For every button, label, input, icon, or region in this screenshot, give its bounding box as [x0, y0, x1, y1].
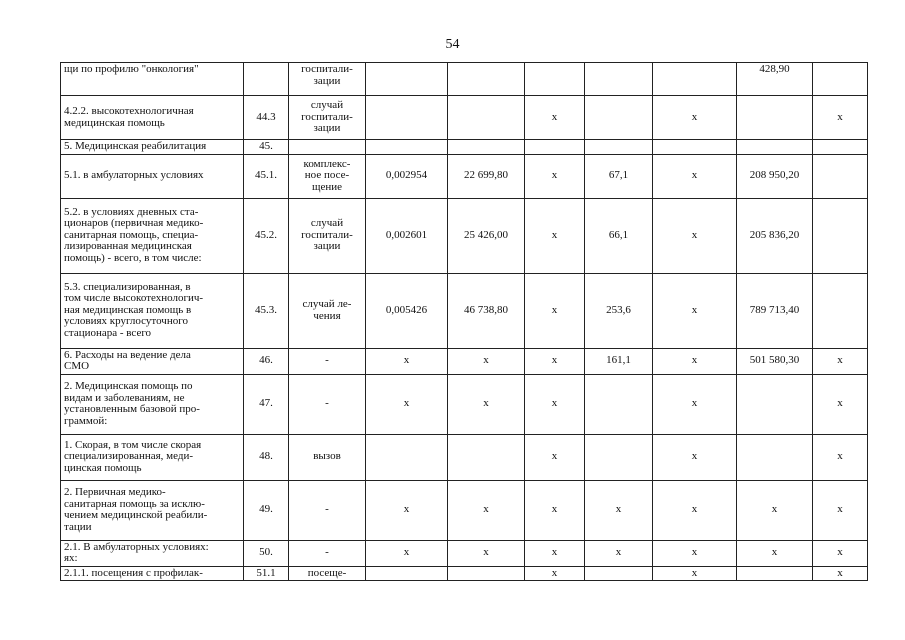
tariff-table: [60, 62, 868, 581]
cell-c7: [813, 140, 868, 155]
cell-c1: x: [366, 540, 448, 566]
cell-c6: 205 836,20: [737, 198, 813, 273]
cell-code: 48.: [244, 434, 289, 480]
cell-c6: [737, 96, 813, 140]
cell-unit: [289, 140, 366, 155]
cell-c3: x: [525, 154, 585, 198]
cell-c2: 22 699,80: [448, 154, 525, 198]
cell-c5: [653, 140, 737, 155]
cell-name: 6. Расходы на ведение дела СМО: [61, 348, 244, 374]
cell-c1: x: [366, 374, 448, 434]
cell-unit: -: [289, 540, 366, 566]
cell-name: 5. Медицинская реабилитация: [61, 140, 244, 155]
table-row: [61, 480, 868, 540]
cell-c2: x: [448, 374, 525, 434]
cell-code: 46.: [244, 348, 289, 374]
cell-name: 2. Медицинская помощь по видам и заболеваниям, не установленным базовой про- граммой:: [61, 374, 244, 434]
cell-code: 49.: [244, 480, 289, 540]
cell-c7: x: [813, 434, 868, 480]
cell-c2: [448, 96, 525, 140]
cell-c4: [585, 566, 653, 581]
cell-c1: 0,002954: [366, 154, 448, 198]
cell-code: 45.1.: [244, 154, 289, 198]
cell-c6: 789 713,40: [737, 273, 813, 348]
cell-c5: x: [653, 198, 737, 273]
cell-c6: 428,90: [737, 63, 813, 96]
table-row: [61, 140, 868, 155]
cell-c1: [366, 63, 448, 96]
cell-name: 5.1. в амбулаторных условиях: [61, 154, 244, 198]
cell-unit: вызов: [289, 434, 366, 480]
cell-c1: x: [366, 348, 448, 374]
cell-c3: x: [525, 480, 585, 540]
cell-c1: [366, 96, 448, 140]
cell-c3: x: [525, 374, 585, 434]
cell-name: 2.1. В амбулаторных условиях: ях:: [61, 540, 244, 566]
cell-c3: x: [525, 348, 585, 374]
table-row: [61, 540, 868, 566]
cell-c7: x: [813, 480, 868, 540]
cell-unit: -: [289, 348, 366, 374]
cell-c7: x: [813, 96, 868, 140]
cell-c1: [366, 140, 448, 155]
cell-code: 44.3: [244, 96, 289, 140]
table-row: [61, 96, 868, 140]
cell-c2: 46 738,80: [448, 273, 525, 348]
cell-name: 1. Скорая, в том числе скорая специализированная, меди- цинская помощь: [61, 434, 244, 480]
cell-name: 5.2. в условиях дневных ста- ционаров (первичная медико- санитарная помощь, специа- лизированная медицинская помощь) - всего, в том числе:: [61, 198, 244, 273]
cell-name: щи по профилю "онкология": [61, 63, 244, 96]
cell-c7: [813, 63, 868, 96]
cell-unit: посеще-: [289, 566, 366, 581]
cell-c5: x: [653, 480, 737, 540]
cell-c4: [585, 63, 653, 96]
cell-unit: случай госпитали- зации: [289, 96, 366, 140]
cell-c7: x: [813, 540, 868, 566]
cell-c7: [813, 273, 868, 348]
cell-c7: x: [813, 348, 868, 374]
cell-code: 47.: [244, 374, 289, 434]
cell-code: 45.: [244, 140, 289, 155]
cell-c3: x: [525, 566, 585, 581]
cell-c7: x: [813, 566, 868, 581]
cell-c4: x: [585, 480, 653, 540]
cell-c2: x: [448, 348, 525, 374]
cell-c5: x: [653, 374, 737, 434]
table-row: [61, 198, 868, 273]
cell-unit: случай госпитали- зации: [289, 198, 366, 273]
cell-c6: x: [737, 480, 813, 540]
cell-c2: x: [448, 480, 525, 540]
cell-c3: [525, 63, 585, 96]
cell-c5: x: [653, 96, 737, 140]
cell-code: 45.3.: [244, 273, 289, 348]
cell-c6: [737, 140, 813, 155]
cell-c6: [737, 374, 813, 434]
cell-name: 2. Первичная медико- санитарная помощь за исклю- чением медицинской реабили- тации: [61, 480, 244, 540]
cell-c4: x: [585, 540, 653, 566]
table-row: [61, 374, 868, 434]
cell-c3: [525, 140, 585, 155]
cell-c3: x: [525, 96, 585, 140]
cell-c2: [448, 434, 525, 480]
cell-c5: x: [653, 273, 737, 348]
cell-c4: 253,6: [585, 273, 653, 348]
cell-c2: [448, 566, 525, 581]
cell-c2: 25 426,00: [448, 198, 525, 273]
cell-unit: случай ле- чения: [289, 273, 366, 348]
cell-c3: x: [525, 540, 585, 566]
cell-c6: [737, 566, 813, 581]
cell-c5: x: [653, 154, 737, 198]
cell-c2: x: [448, 540, 525, 566]
cell-c4: 161,1: [585, 348, 653, 374]
table-row: [61, 63, 868, 96]
cell-name: 2.1.1. посещения с профилак-: [61, 566, 244, 581]
cell-c3: x: [525, 273, 585, 348]
cell-c4: [585, 96, 653, 140]
cell-c1: 0,005426: [366, 273, 448, 348]
cell-name: 4.2.2. высокотехнологичная медицинская помощь: [61, 96, 244, 140]
cell-unit: комплекс- ное посе- щение: [289, 154, 366, 198]
cell-c1: [366, 434, 448, 480]
cell-c7: [813, 154, 868, 198]
cell-c6: 501 580,30: [737, 348, 813, 374]
cell-unit: -: [289, 374, 366, 434]
cell-c7: [813, 198, 868, 273]
table-row: [61, 154, 868, 198]
cell-c6: 208 950,20: [737, 154, 813, 198]
cell-c3: x: [525, 198, 585, 273]
cell-unit: -: [289, 480, 366, 540]
table-row: [61, 566, 868, 581]
cell-c5: x: [653, 434, 737, 480]
cell-c5: [653, 63, 737, 96]
cell-c2: [448, 140, 525, 155]
cell-name: 5.3. специализированная, в том числе высокотехнологич- ная медицинская помощь в условиях круглосуточного стационара - всего: [61, 273, 244, 348]
cell-code: 50.: [244, 540, 289, 566]
table-row: [61, 273, 868, 348]
cell-c2: [448, 63, 525, 96]
cell-code: 45.2.: [244, 198, 289, 273]
cell-c6: x: [737, 540, 813, 566]
cell-c4: 66,1: [585, 198, 653, 273]
cell-c6: [737, 434, 813, 480]
cell-c1: 0,002601: [366, 198, 448, 273]
page-number: 54: [445, 37, 460, 52]
cell-c4: 67,1: [585, 154, 653, 198]
cell-c3: x: [525, 434, 585, 480]
cell-c5: x: [653, 348, 737, 374]
cell-c4: [585, 140, 653, 155]
cell-c5: x: [653, 566, 737, 581]
cell-c7: x: [813, 374, 868, 434]
cell-c5: x: [653, 540, 737, 566]
cell-code: 51.1: [244, 566, 289, 581]
table-row: [61, 348, 868, 374]
cell-code: [244, 63, 289, 96]
cell-unit: госпитали- зации: [289, 63, 366, 96]
cell-c4: [585, 374, 653, 434]
cell-c1: x: [366, 480, 448, 540]
cell-c4: [585, 434, 653, 480]
table-row: [61, 434, 868, 480]
cell-c1: [366, 566, 448, 581]
